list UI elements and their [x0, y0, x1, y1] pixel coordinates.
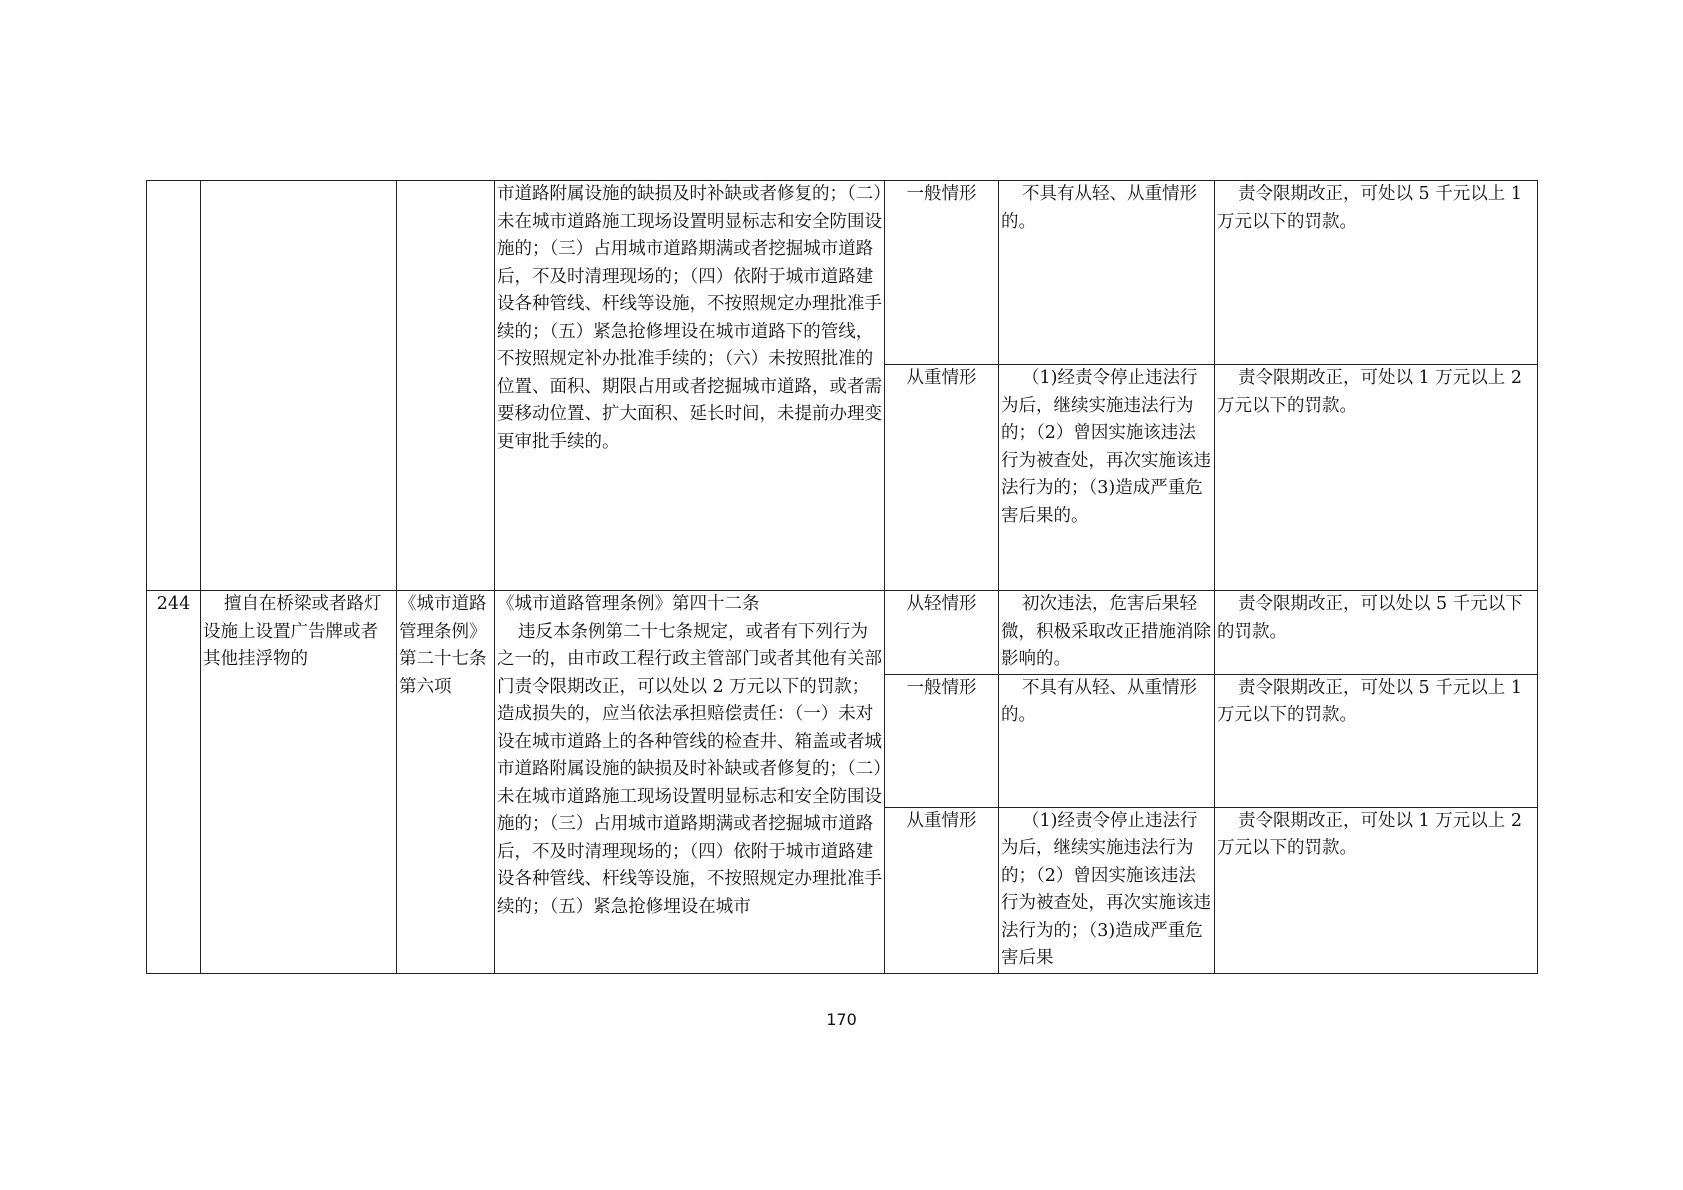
cell-level-severe-244: 从重情形: [885, 807, 999, 973]
cell-basis-244: [495, 591, 885, 974]
cell-condition-severe-244: （1)经责令停止违法行为后，继续实施违法行为的；（2）曾因实施该违法行为被查处，再次实施该违法行为的；（3)造成严重危害后果: [999, 807, 1215, 973]
cell-no-empty: [147, 181, 201, 591]
cell-no-244: 244: [147, 591, 201, 974]
table-row-244-light: [147, 591, 1538, 675]
table-row-continued-general: [147, 181, 1538, 365]
cell-basis-continued: 市道路附属设施的缺损及时补缺或者修复的；（二）未在城市道路施工现场设置明显标志和安全防围设施的；（三）占用城市道路期满或者挖掘城市道路后，不及时清理现场的；（四）依附于城市道路建设各种管线、杆线等设施，不按照规定办理批准手续的；（五）紧急抢修埋设在城市道路下的管线，不按照规定补办批准手续的；（六）未按照批准的位置、面积、期限占用或者挖掘城市道路，或者需要移动位置、扩大面积、延长时间，未提前办理变更审批手续的。: [495, 181, 885, 591]
cell-condition-light-244: 初次违法，危害后果轻微，积极采取改正措施消除影响的。: [999, 591, 1215, 675]
cell-penalty-severe-244: 责令限期改正，可处以 1 万元以上 2 万元以下的罚款。: [1215, 807, 1538, 973]
basis-body: 违反本条例第二十七条规定，或者有下列行为之一的，由市政工程行政主管部门或者其他有关部门责令限期改正，可以处以 2 万元以下的罚款；造成损失的，应当依法承担赔偿责任：（一）未对设在城市道路上的各种管线的检查井、箱盖或者城市道路附属设施的缺损及时补缺或者修复的；（二）未在城市道路施工现场设置明显标志和安全防围设施的；（三）占用城市道路期满或者挖掘城市道路后，不及时清理现场的；（四）依附于城市道路建设各种管线、杆线等设施，不按照规定办理批准手续的；（五）紧急抢修埋设在城市: [497, 621, 882, 917]
cell-condition-general-244: 不具有从轻、从重情形的。: [999, 674, 1215, 807]
cell-penalty-severe: 责令限期改正，可处以 1 万元以上 2 万元以下的罚款。: [1215, 365, 1538, 591]
cell-penalty-general: 责令限期改正，可处以 5 千元以上 1 万元以下的罚款。: [1215, 181, 1538, 365]
cell-level-general-244: 一般情形: [885, 674, 999, 807]
penalty-standard-table: [146, 180, 1538, 974]
page-number: 170: [826, 1010, 857, 1029]
cell-condition-general: 不具有从轻、从重情形的。: [999, 181, 1215, 365]
cell-clause-empty: [397, 181, 495, 591]
cell-level-general: 一般情形: [885, 181, 999, 365]
cell-clause-244: 《城市道路管理条例》第二十七条第六项: [397, 591, 495, 974]
cell-penalty-general-244: 责令限期改正，可处以 5 千元以上 1 万元以下的罚款。: [1215, 674, 1538, 807]
cell-condition-severe: （1)经责令停止违法行为后，继续实施违法行为的；（2）曾因实施该违法行为被查处，再次实施该违法行为的；（3)造成严重危害后果的。: [999, 365, 1215, 591]
cell-item-empty: [201, 181, 397, 591]
cell-level-severe: 从重情形: [885, 365, 999, 591]
cell-item-244: 擅自在桥梁或者路灯设施上设置广告牌或者其他挂浮物的: [201, 591, 397, 974]
basis-title: 《城市道路管理条例》第四十二条: [497, 594, 760, 614]
cell-penalty-light-244: 责令限期改正，可以处以 5 千元以下的罚款。: [1215, 591, 1538, 675]
cell-level-light-244: 从轻情形: [885, 591, 999, 675]
